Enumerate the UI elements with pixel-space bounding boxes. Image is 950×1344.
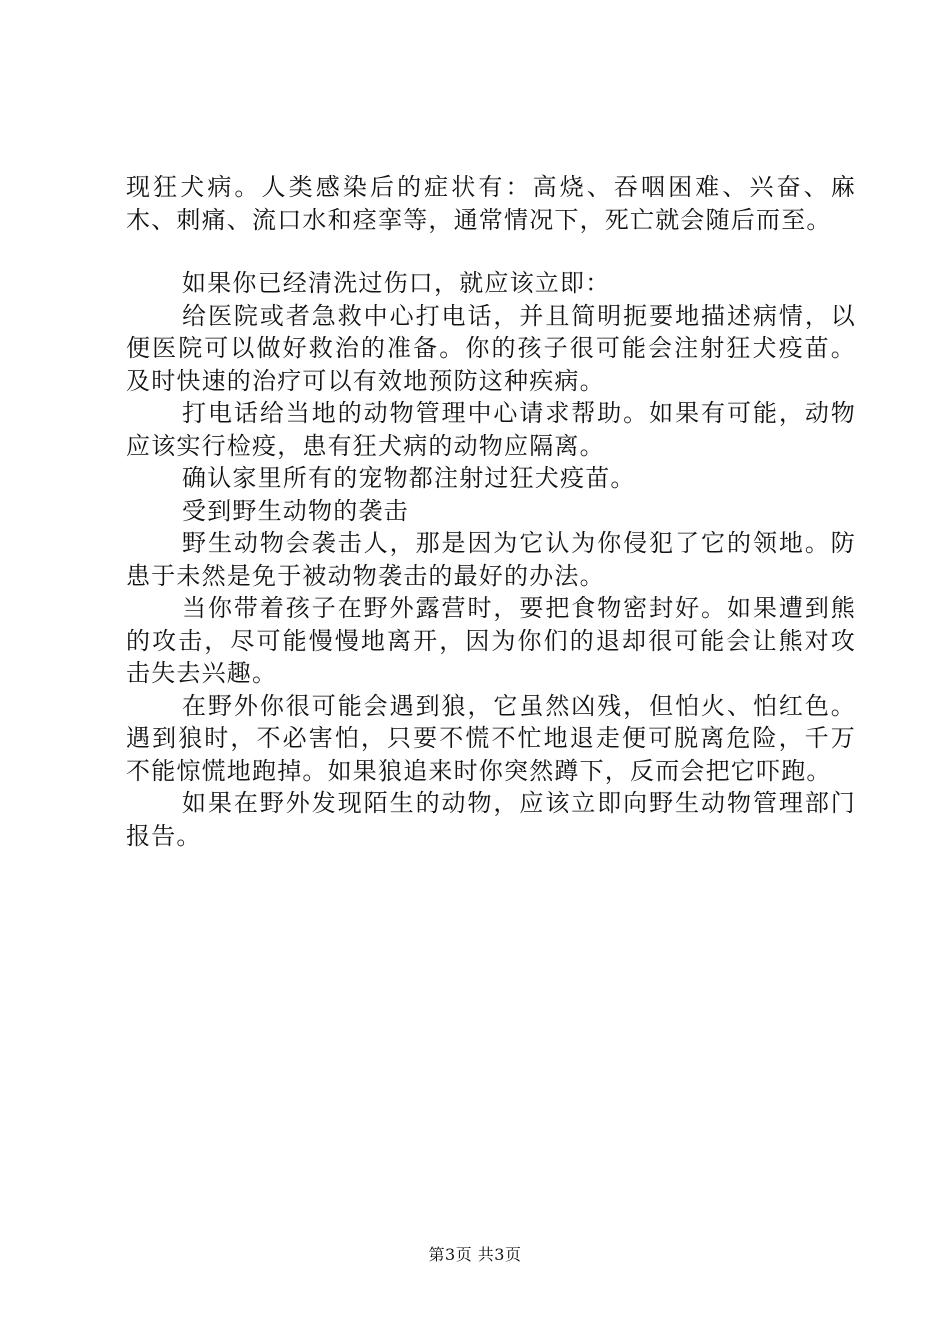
section-heading-wild-animal-attack: 受到野生动物的袭击 bbox=[182, 496, 409, 525]
paragraph-wild-animal-territory: 野生动物会袭击人，那是因为它认为你侵犯了它的领地。防患于未然是免于被动物袭击的最好的办法。 bbox=[126, 529, 856, 590]
paragraph-bear-camping: 当你带着孩子在野外露营时，要把食物密封好。如果遭到熊的攻击，尽可能慢慢地离开，因为你们的退却很可能会让熊对攻击失去兴趣。 bbox=[126, 594, 856, 687]
paragraph-wolf-encounter: 在野外你很可能会遇到狼，它虽然凶残，但怕火、怕红色。遇到狼时，不必害怕，只要不慌不忙地退走便可脱离危险，千万不能惊慌地跑掉。如果狼追来时你突然蹲下，反而会把它吓跑。 bbox=[126, 691, 856, 785]
paragraph-after-cleaning-wound: 如果你已经清洗过伤口，就应该立即： bbox=[182, 269, 611, 297]
paragraph-rabies-symptoms: 现狂犬病。人类感染后的症状有：高烧、吞咽困难、兴奋、麻木、刺痛、流口水和痉挛等，通常情况下，死亡就会随后而至。 bbox=[126, 173, 856, 234]
paragraph-report-unknown-animal: 如果在野外发现陌生的动物，应该立即向野生动物管理部门报告。 bbox=[126, 789, 856, 850]
paragraph-pet-vaccination: 确认家里所有的宠物都注射过狂犬疫苗。 bbox=[182, 464, 636, 492]
page-footer bbox=[0, 1242, 950, 1265]
paragraph-call-hospital: 给医院或者急救中心打电话，并且简明扼要地描述病情，以便医院可以做好救治的准备。你的孩子很可能会注射狂犬疫苗。及时快速的治疗可以有效地预防这种疾病。 bbox=[126, 301, 856, 395]
page-number-label: 第3页 共3页 bbox=[428, 1245, 522, 1264]
document-body bbox=[126, 171, 856, 852]
paragraph-call-animal-control: 打电话给当地的动物管理中心请求帮助。如果有可能，动物应该实行检疫，患有狂犬病的动物应隔离。 bbox=[126, 399, 856, 460]
